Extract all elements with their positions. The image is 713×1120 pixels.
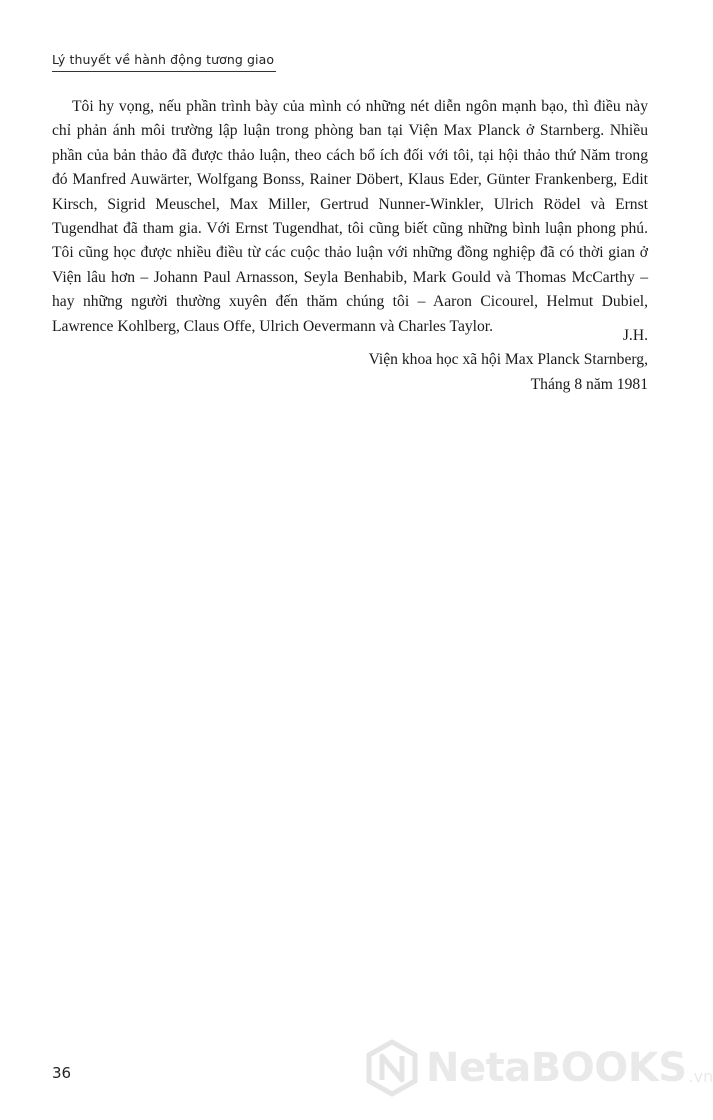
header-rule: [52, 71, 276, 72]
running-head: Lý thuyết về hành động tương giao: [52, 52, 275, 67]
watermark-brand: NetaBOOKS: [426, 1045, 687, 1091]
signature-initials: J.H.: [622, 327, 648, 344]
page-number: 36: [52, 1064, 72, 1082]
watermark-suffix: .vn: [688, 1067, 713, 1086]
signature-date: Tháng 8 năm 1981: [530, 375, 648, 393]
watermark: [366, 1040, 713, 1096]
neta-logo-icon: [366, 1040, 418, 1096]
signature-block: [369, 324, 648, 397]
body-paragraph: Tôi hy vọng, nếu phần trình bày của mình có những nét diễn ngôn mạnh bạo, thì điều này chỉ phản ánh môi trường lập luận trong phòng ban tại Viện Max Planck ở Starnberg. Nhiều phần của bản thảo đã được thảo luận, theo cách bổ ích đối với tôi, tại hội thảo thứ Năm trong đó Manfred Auwärter, Wolfgang Bonss, Rainer Döbert, Klaus Eder, Günter Frankenberg, Edit Kirsch, Sigrid Meuschel, Max Miller, Gertrud Nunner-Winkler, Ulrich Rödel và Ernst Tugendhat đã tham gia. Với Ernst Tugendhat, tôi cũng biết cũng những bình luận phong phú. Tôi cũng học được nhiều điều từ các cuộc thảo luận với những đồng nghiệp đã có thời gian ở Viện lâu hơn – Johann Paul Arnasson, Seyla Benhabib, Mark Gould và Thomas McCarthy – hay những người thường xuyên đến thăm chúng tôi – Aaron Cicourel, Helmut Dubiel, Lawrence Kohlberg, Claus Offe, Ulrich Oevermann và Charles Taylor.: [52, 98, 648, 335]
signature-institution: Viện khoa học xã hội Max Planck Starnberg,: [368, 351, 648, 369]
